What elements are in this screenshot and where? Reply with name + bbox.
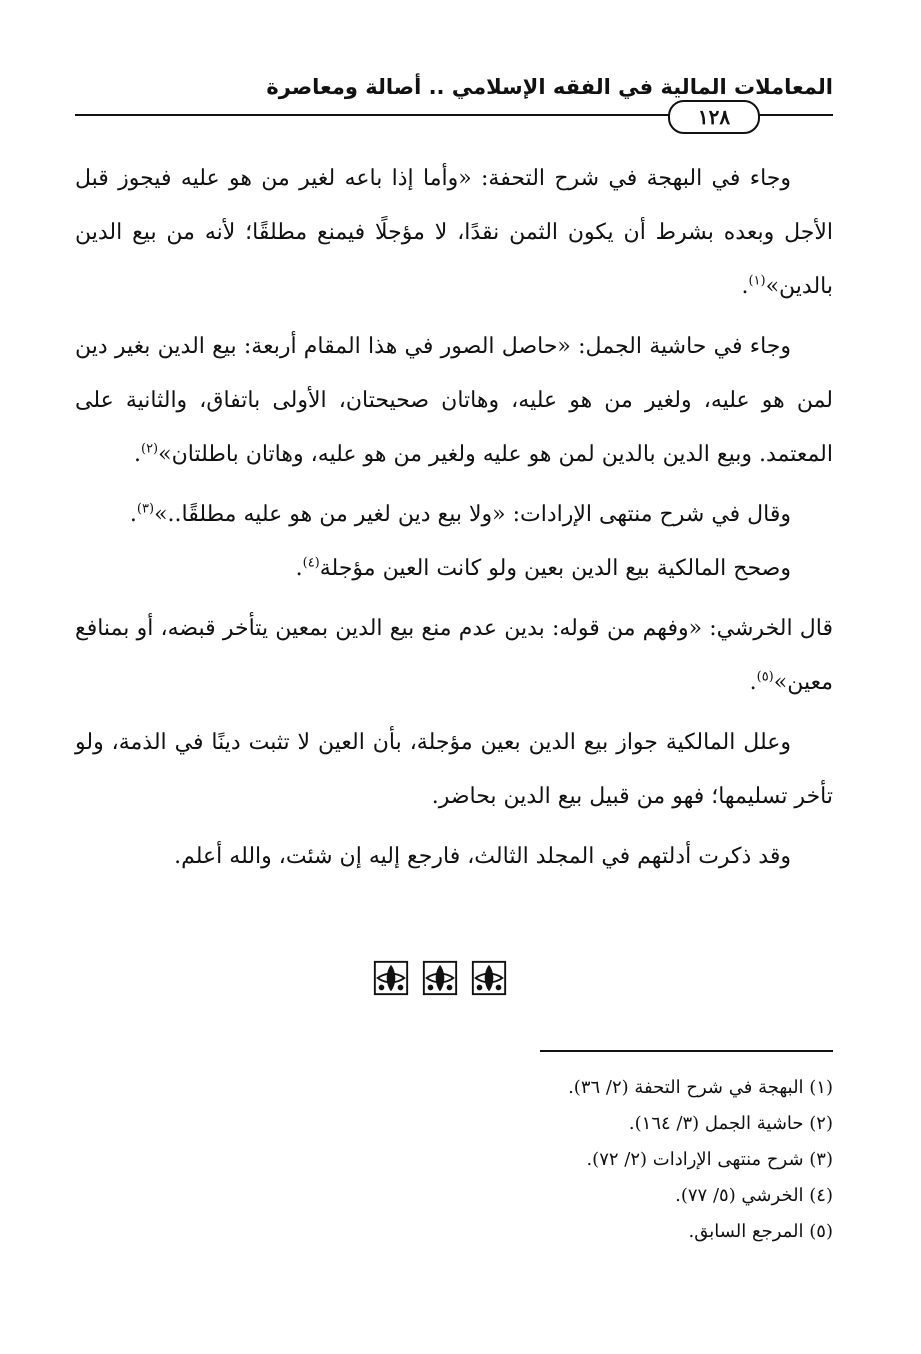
section-ornament: [372, 958, 508, 998]
paragraph-4: وصحح المالكية بيع الدين بعين ولو كانت العين مؤجلة$^{(٤)}$.: [295, 555, 791, 581]
running-header-title: المعاملات المالية في الفقه الإسلامي .. أصالة ومعاصرة: [266, 75, 833, 99]
floral-ornament-icon: [421, 959, 459, 997]
footnote-3: (٣) شرح منتهى الإرادات (٢/ ٧٢).: [586, 1149, 833, 1170]
paragraph-6: وعلل المالكية جواز بيع الدين بعين مؤجلة، بأن العين لا تثبت دينًا في الذمة، ولو تأخر تسليمها؛ فهو من قبيل بيع الدين بحاضر.: [75, 730, 833, 809]
footnote-5: (٥) المرجع السابق.: [688, 1221, 833, 1242]
page-number: ١٢٨: [668, 100, 760, 134]
footnote-ref-5: (٥): [756, 669, 774, 685]
floral-ornament-icon: [470, 959, 508, 997]
main-text: [75, 152, 833, 884]
paragraph-2: وجاء في حاشية الجمل: «حاصل الصور في هذا المقام أربعة: بيع الدين بغير دين لمن هو عليه، ولغير من هو عليه، وهاتان صحيحتان، الأولى باتفاق، والثانية على المعتمد. وبيع الدين بالدين لمن هو عليه ولغير من هو عليه، وهاتان باطلتان»$^{(٢)}$.: [75, 334, 833, 467]
footnote-ref-4: (٤): [302, 555, 320, 571]
footnote-ref-2: (٢): [140, 441, 159, 457]
footnote-ref-3: (٣): [136, 501, 155, 517]
paragraph-1: وجاء في البهجة في شرح التحفة: «وأما إذا باعه لغير من هو عليه فيجوز قبل الأجل وبعده بشرط أن يكون الثمن نقدًا، لا مؤجلًا فيمنع مطلقًا؛ لأنه من بيع الدين بالدين»$^{(١)}$.: [75, 166, 833, 299]
footnote-2: (٢) حاشية الجمل (٣/ ١٦٤).: [628, 1113, 833, 1134]
footnote-separator: [540, 1050, 833, 1052]
footnote-ref-1: (١): [748, 273, 766, 289]
footnote-4: (٤) الخرشي (٥/ ٧٧).: [675, 1185, 833, 1206]
paragraph-3: وقال في شرح منتهى الإرادات: «ولا بيع دين لغير من هو عليه مطلقًا..»$^{(٣)}$.: [129, 501, 791, 527]
floral-ornament-icon: [372, 959, 410, 997]
paragraph-5: قال الخرشي: «وفهم من قوله: بدين عدم منع بيع الدين بمعين يتأخر قبضه، أو بمنافع معين»$^{(٥)}$.: [75, 616, 833, 695]
footnote-1: (١) البهجة في شرح التحفة (٢/ ٣٦).: [568, 1077, 833, 1098]
footnotes: [75, 1070, 833, 1250]
paragraph-7: وقد ذكرت أدلتهم في المجلد الثالث، فارجع إليه إن شئت، والله أعلم.: [174, 844, 791, 869]
